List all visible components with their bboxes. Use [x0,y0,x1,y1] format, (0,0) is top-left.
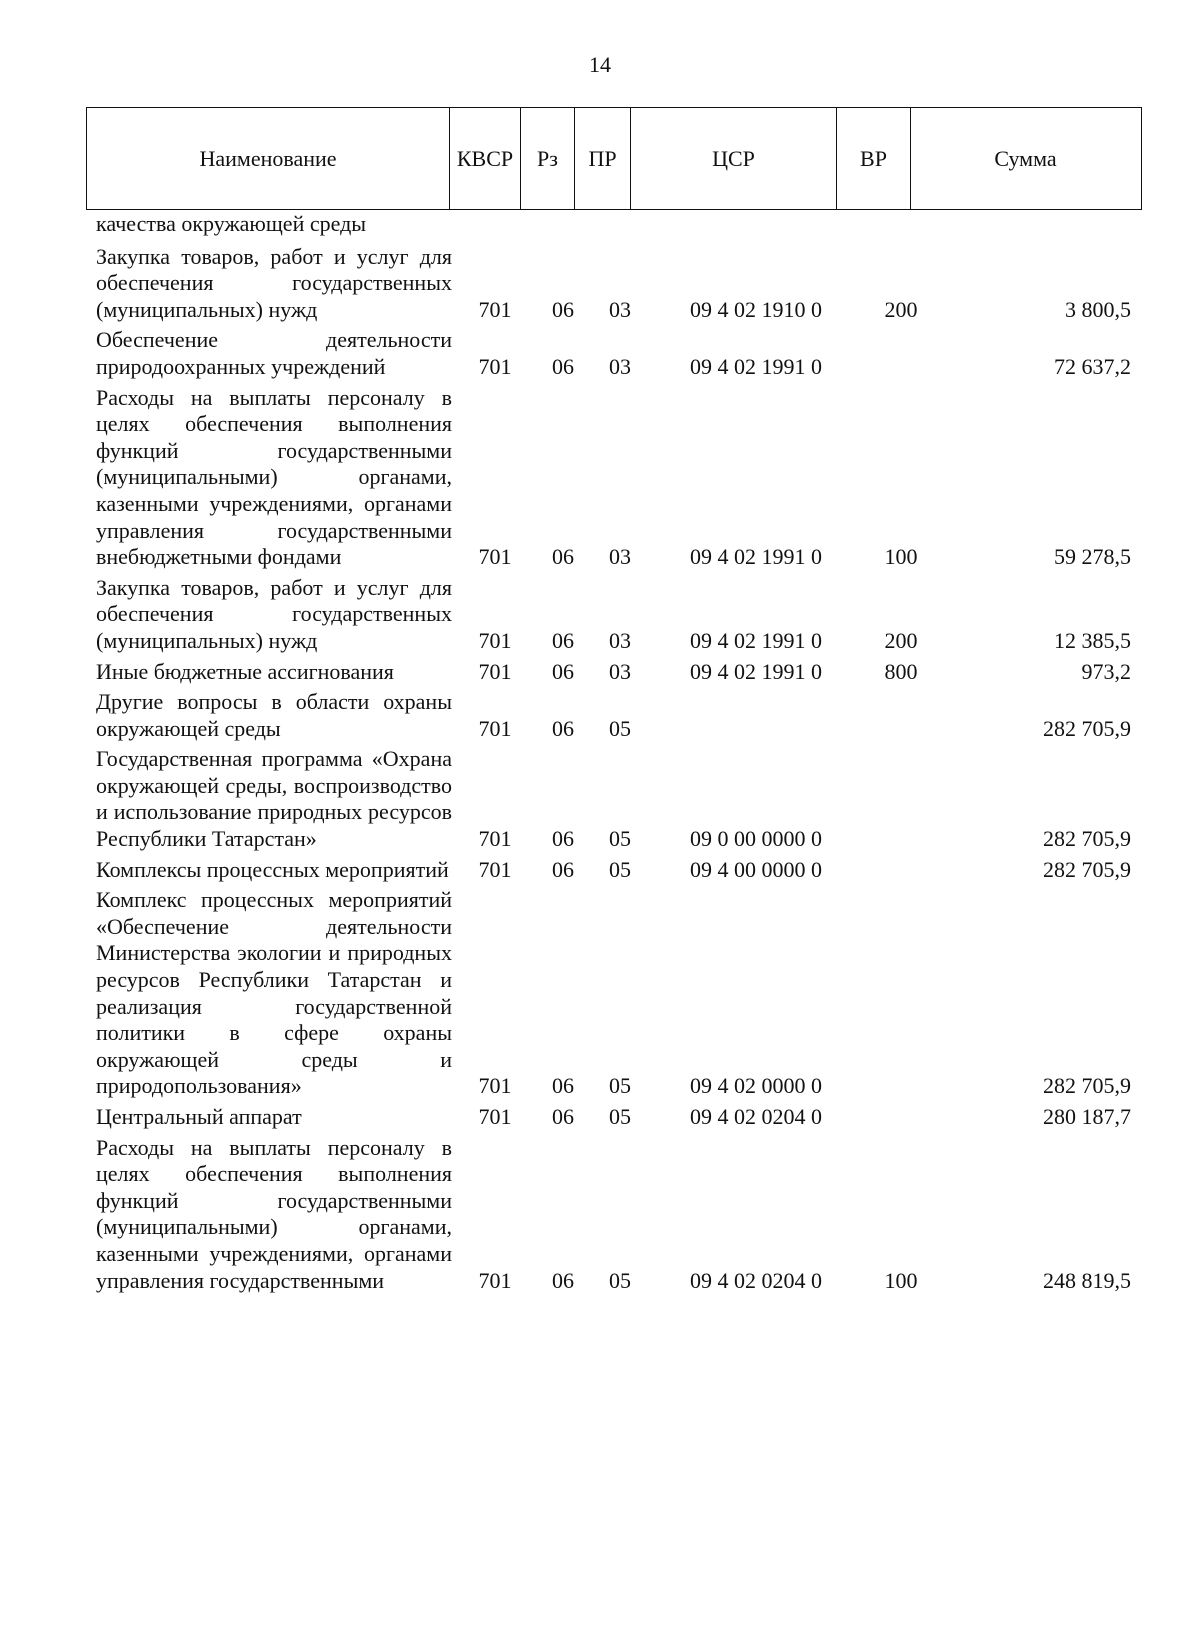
row-csr: 09 4 02 1991 0 [690,627,822,653]
row-name: Комплекс процессных мероприятий «Обеспечение деятельности Министерства экологии и природных ресурсов Республики Татарстан и реализация государственной политики в сфере охраны окружающей среды и природопользования» [96,887,452,1099]
row-pr: 05 [609,826,631,852]
row-pr: 05 [609,715,631,741]
row-vr: 200 [884,296,918,322]
row-kvsr: 701 [478,715,512,741]
row-rz: 06 [552,544,574,570]
row-vr: 800 [884,658,918,684]
row-csr: 09 4 02 0204 0 [690,1104,822,1129]
row-csr: 09 4 02 1991 0 [690,353,822,379]
row-pr: 05 [609,1104,631,1129]
row-name: Государственная программа «Охрана окружающей среды, воспроизводство и использование природных ресурсов Республики Татарстан» [96,746,452,852]
row-csr: 09 4 02 1910 0 [690,296,822,322]
row-pr: 03 [609,627,631,653]
header-pr: ПР [574,108,630,209]
row-rz: 06 [552,296,574,322]
header-sum: Сумма [910,108,1140,209]
row-csr: 09 4 02 0204 0 [690,1267,822,1293]
header-vr: ВР [836,108,910,209]
row-sum: 280 187,7 [1043,1104,1131,1129]
row-kvsr: 701 [478,1073,512,1099]
row-name: Центральный аппарат [96,1104,302,1129]
row-sum: 3 800,5 [1065,296,1131,322]
row-rz: 06 [552,856,574,882]
header-rz: Рз [520,108,574,209]
row-kvsr: 701 [478,544,512,570]
table-row [0,327,1200,380]
header-name: Наименование [199,145,337,171]
row-csr: 09 4 02 1991 0 [690,544,822,570]
row-name: качества окружающей среды [96,211,367,236]
row-kvsr: 701 [478,658,512,684]
row-name: Обеспечение деятельности природоохранных учреждений [96,327,452,379]
row-kvsr: 701 [478,1267,512,1293]
row-rz: 06 [552,715,574,741]
row-kvsr: 701 [478,1104,512,1129]
row-pr: 05 [609,856,631,882]
row-name: Комплексы процессных мероприятий [96,856,449,882]
row-sum: 282 705,9 [1043,1073,1131,1099]
table-body [0,211,1200,1298]
row-csr: 09 4 02 0000 0 [690,1073,822,1099]
row-sum: 282 705,9 [1043,715,1131,741]
row-rz: 06 [552,627,574,653]
header-kvsr: КВСР [449,108,520,209]
row-pr: 03 [609,658,631,684]
row-kvsr: 701 [478,826,512,852]
row-pr: 05 [609,1267,631,1293]
row-kvsr: 701 [478,856,512,882]
row-kvsr: 701 [478,627,512,653]
table-row [0,1135,1200,1295]
row-name: Расходы на выплаты персоналу в целях обеспечения выполнения функций государственными (муниципальными) органами, казенными учреждениями, органами управления государственными внебюджетными фондами [96,384,452,570]
row-kvsr: 701 [478,353,512,379]
table-row [0,1104,1200,1131]
row-name: Закупка товаров, работ и услуг для обеспечения государственных (муниципальных) нужд [96,574,452,653]
row-sum: 72 637,2 [1054,353,1131,379]
table-row [0,244,1200,324]
row-pr: 03 [609,353,631,379]
row-pr: 05 [609,1073,631,1099]
row-rz: 06 [552,1073,574,1099]
table-row [0,385,1200,571]
row-name: Расходы на выплаты персоналу в целях обеспечения выполнения функций государственными (муниципальными) органами, казенными учреждениями, органами управления государственными [96,1134,452,1293]
row-sum: 282 705,9 [1043,826,1131,852]
row-sum: 248 819,5 [1043,1267,1131,1293]
row-csr: 09 0 00 0000 0 [690,826,822,852]
row-vr: 100 [884,1267,918,1293]
row-sum: 282 705,9 [1043,856,1131,882]
row-sum: 12 385,5 [1054,627,1131,653]
row-pr: 03 [609,296,631,322]
row-kvsr: 701 [478,296,512,322]
row-rz: 06 [552,658,574,684]
row-csr: 09 4 00 0000 0 [690,856,822,882]
row-name: Другие вопросы в области охраны окружающей среды [96,689,452,741]
row-rz: 06 [552,1267,574,1293]
row-csr: 09 4 02 1991 0 [690,658,822,684]
table-row [0,575,1200,655]
row-name: Иные бюджетные ассигнования [96,658,394,684]
table-header [86,107,1142,210]
row-sum: 59 278,5 [1054,544,1131,570]
table-row [0,857,1200,884]
row-rz: 06 [552,826,574,852]
table-row [0,887,1200,1100]
table-row [0,746,1200,852]
row-rz: 06 [552,353,574,379]
header-csr: ЦСР [630,108,836,209]
row-pr: 03 [609,544,631,570]
row-vr: 100 [884,544,918,570]
row-name: Закупка товаров, работ и услуг для обеспечения государственных (муниципальных) нужд [96,243,452,322]
table-row [0,689,1200,742]
page-number: 14 [589,52,611,77]
table-row [0,659,1200,686]
table-row [0,211,1200,238]
row-sum: 973,2 [1081,658,1131,684]
row-vr: 200 [884,627,918,653]
row-rz: 06 [552,1104,574,1129]
